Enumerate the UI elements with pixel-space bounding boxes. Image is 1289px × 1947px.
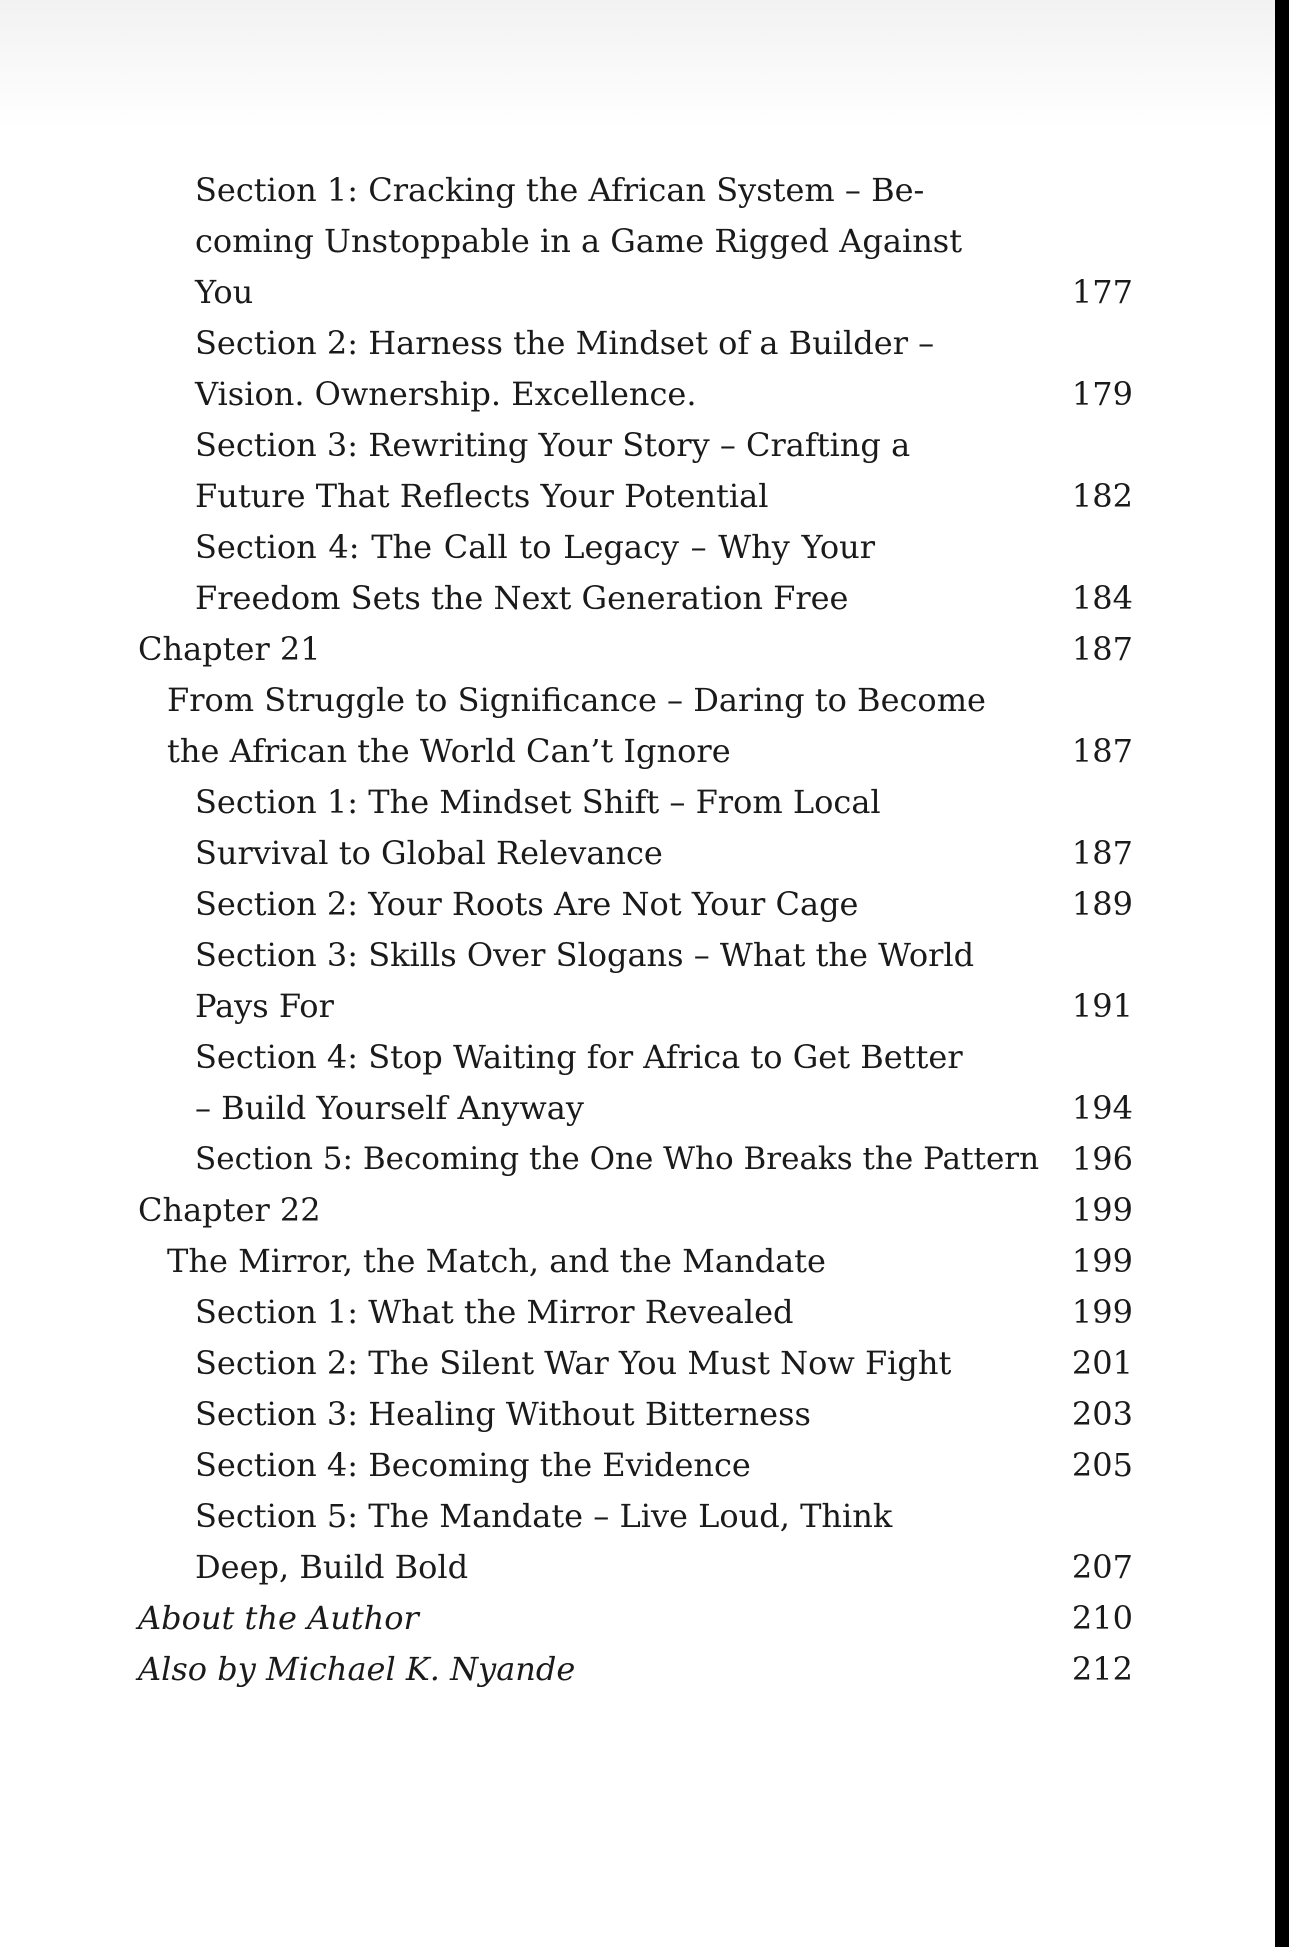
toc-entry-line[interactable]: Section 1: Cracking the African System – Be- — [195, 171, 925, 209]
toc-entry-line[interactable]: – Build Yourself Anyway — [195, 1089, 584, 1127]
toc-entry-line[interactable]: Section 1: The Mindset Shift – From Local — [195, 783, 881, 821]
toc-entry-line[interactable]: Section 2: Your Roots Are Not Your Cage — [195, 885, 859, 923]
toc-page-number: 199 — [1071, 1293, 1133, 1331]
toc-entry-line[interactable]: the African the World Can’t Ignore — [167, 732, 731, 770]
toc-entry-line[interactable]: The Mirror, the Match, and the Mandate — [167, 1242, 826, 1280]
toc-page-number: 207 — [1071, 1548, 1133, 1586]
toc-entry-line[interactable]: Chapter 22 — [138, 1191, 321, 1229]
toc-page-number: 210 — [1071, 1599, 1133, 1637]
toc-entry-line[interactable]: Section 4: The Call to Legacy – Why Your — [195, 528, 875, 566]
toc-entry-line[interactable]: Survival to Global Relevance — [195, 834, 663, 872]
toc-entry-line[interactable]: Pays For — [195, 987, 334, 1025]
toc-page-number: 187 — [1071, 630, 1133, 668]
toc-entry-line[interactable]: Section 3: Rewriting Your Story – Crafting a — [195, 426, 911, 464]
toc-entry-line[interactable]: Section 4: Becoming the Evidence — [195, 1446, 751, 1484]
toc-page-number: 199 — [1071, 1242, 1133, 1280]
toc-entry-line[interactable]: Chapter 21 — [138, 630, 321, 668]
toc-entry-line[interactable]: You — [195, 273, 254, 311]
toc-page-number: 203 — [1071, 1395, 1133, 1433]
toc-entry-line[interactable]: Section 3: Healing Without Bitterness — [195, 1395, 811, 1433]
toc-page-number: 205 — [1071, 1446, 1133, 1484]
toc-page-number: 187 — [1071, 732, 1133, 770]
toc-page-number: 191 — [1071, 987, 1133, 1025]
page-top-shading — [0, 0, 1275, 130]
screen-edge — [1275, 0, 1289, 1947]
toc-page-number: 189 — [1071, 885, 1133, 923]
toc-entry-line[interactable]: Vision. Ownership. Excellence. — [195, 375, 697, 413]
toc-page-number: 199 — [1071, 1191, 1133, 1229]
toc-page-number: 184 — [1071, 579, 1133, 617]
toc-page-number: 201 — [1071, 1344, 1133, 1382]
toc-entry-line[interactable]: Section 4: Stop Waiting for Africa to Get Better — [195, 1038, 963, 1076]
toc-entry-line[interactable]: Section 2: Harness the Mindset of a Builder – — [195, 324, 935, 362]
toc-entry-line[interactable]: Future That Reflects Your Potential — [195, 477, 769, 515]
toc-entry-line[interactable]: Section 5: The Mandate – Live Loud, Think — [195, 1497, 893, 1535]
toc-entry-line[interactable]: Freedom Sets the Next Generation Free — [195, 579, 849, 617]
toc-entry-line[interactable]: From Struggle to Significance – Daring to Become — [167, 681, 986, 719]
toc-entry-line[interactable]: Also by Michael K. Nyande — [138, 1650, 576, 1688]
toc-page-number: 212 — [1071, 1650, 1133, 1688]
toc-entry-line[interactable]: Section 3: Skills Over Slogans – What the World — [195, 936, 975, 974]
toc-entry-line[interactable]: About the Author — [138, 1599, 419, 1637]
toc-page-number: 177 — [1071, 273, 1133, 311]
toc-page-number: 194 — [1071, 1089, 1133, 1127]
toc-page-number: 196 — [1071, 1140, 1133, 1178]
toc-entry-line[interactable]: coming Unstoppable in a Game Rigged Against — [195, 222, 963, 260]
toc-page-number: 179 — [1071, 375, 1133, 413]
toc-entry-line[interactable]: Section 2: The Silent War You Must Now Fight — [195, 1344, 952, 1382]
toc-entry-line[interactable]: Deep, Build Bold — [195, 1548, 469, 1586]
toc-entry-line[interactable]: Section 1: What the Mirror Revealed — [195, 1293, 794, 1331]
toc-page-number: 187 — [1071, 834, 1133, 872]
toc-page-number: 182 — [1071, 477, 1133, 515]
toc-entry-line[interactable]: Section 5: Becoming the One Who Breaks the Pattern — [195, 1141, 1040, 1177]
